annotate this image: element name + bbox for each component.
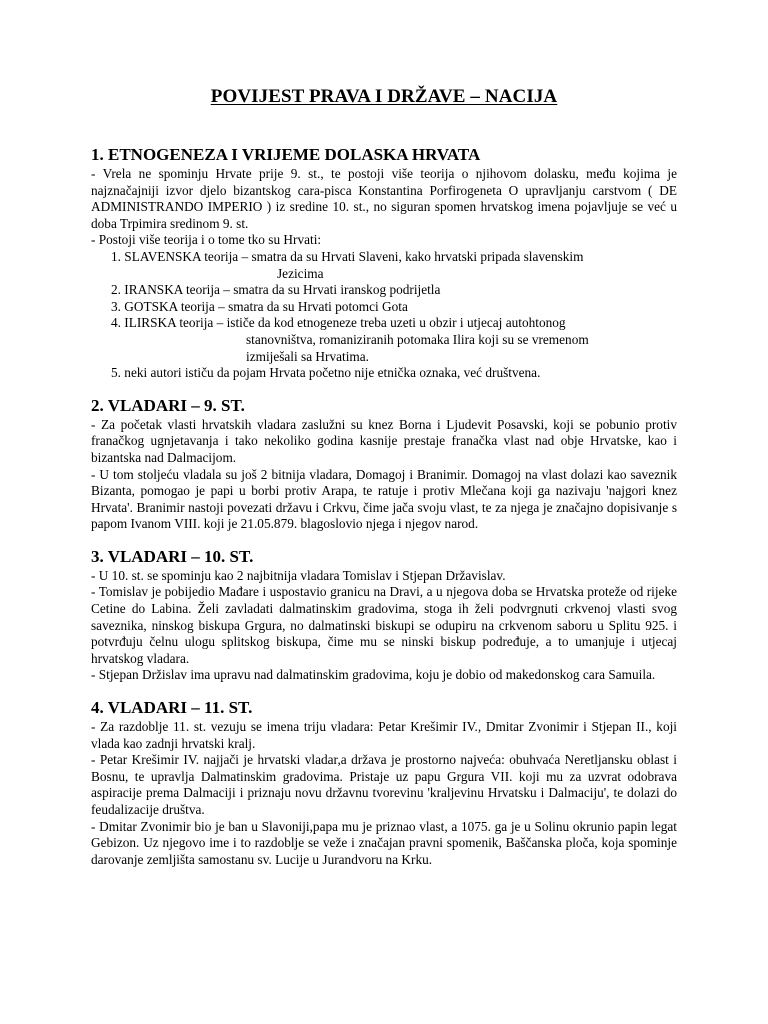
list-item-continuation: izmiješali sa Hrvatima. xyxy=(246,348,369,364)
paragraph: - Vrela ne spominju Hrvate prije 9. st., te postoji više teorija o njihovom dolasku, među kojima je najznačajniji izvor djelo bizantskog cara-pisca Konstantina Porfirogeneta O upravljanju carstvom ( DE ADMINISTRANDO IMPERIO ) iz sredine 10. st., no siguran spomen hrvatskog imena pojavljuje se već u doba Trpimira sredinom 9. st. xyxy=(91,166,677,231)
list-item xyxy=(91,315,677,365)
list-item-text: 2. IRANSKA teorija – smatra da su Hrvati iranskog podrijetla xyxy=(111,282,441,298)
paragraph: - U tom stoljeću vladala su još 2 bitnija vladara, Domagoj i Branimir. Domagoj na vlast dolazi kao saveznik Bizanta, pomogao je papi u borbi protiv Arapa, te ratuje i protiv Mlečana koji ga nazivaju 'najgori knez Hrvata'. Branimir nastoji povezati državu i Crkvu, čime jača svoju vlast, te za njega je značajno dopisivanje s papom Ivanom VIII. koji je 21.05.879. blagoslovio njega i njegov narod. xyxy=(91,466,677,532)
list-item-text: 4. ILIRSKA teorija – ističe da kod etnogeneze treba uzeti u obzir i utjecaj autohtonog xyxy=(111,315,566,331)
list-item-text: 5. neki autori ističu da pojam Hrvata početno nije etnička oznaka, već društvena. xyxy=(111,365,541,381)
theory-list xyxy=(91,249,677,382)
paragraph: - Stjepan Držislav ima upravu nad dalmatinskim gradovima, koju je dobio od makedonskog cara Samuila. xyxy=(91,667,656,683)
list-item xyxy=(91,249,677,282)
list-item-text: 3. GOTSKA teorija – smatra da su Hrvati potomci Gota xyxy=(111,298,408,314)
section-heading: 4. VLADARI – 11. ST. xyxy=(91,698,253,718)
paragraph: - Tomislav je pobijedio Mađare i uspostavio granicu na Dravi, a u njegova doba se Hrvatska proteže od rijeke Cetine do Labina. Želi zavladati dalmatinskim gradovima, stoga ih želi podvrgnuti crkvenoj vlasti svog saveznika, ninskog biskupa Grgura, no dalmatinski biskupi se odupiru na crkvenom saboru u Splitu 925. i potvrđuju čelnu ulogu splitskog biskupa, čime mu se ninski biskup podređuje, a to umanjuje i utjecaj hrvatskog vladara. xyxy=(91,584,677,666)
section-vladari-9 xyxy=(91,396,677,533)
list-item-text: 1. SLAVENSKA teorija – smatra da su Hrvati Slaveni, kako hrvatski pripada slavenskim xyxy=(111,248,584,264)
list-item xyxy=(91,365,677,382)
section-heading: 1. ETNOGENEZA I VRIJEME DOLASKA HRVATA xyxy=(91,145,481,164)
section-etnogeneza xyxy=(91,145,677,382)
list-item-continuation: Jezicima xyxy=(277,265,324,281)
section-heading: 2. VLADARI – 9. ST. xyxy=(91,395,245,415)
page-title: POVIJEST PRAVA I DRŽAVE – NACIJA xyxy=(210,86,558,107)
paragraph: - Petar Krešimir IV. najjači je hrvatski vladar,a država je prostorno najveća: obuhvaća Neretljansku oblast i Bosnu, te upravlja Dalmatinskim gradovima. Pristaje uz papu Grgura VII. koji mu za uzvrat odobrava aspiracije prema Dalmaciji i priznaju novu državnu tvorevinu 'kraljevinu Hrvatsku i Dalmaciju', te dolazi do feudalizacije društva. xyxy=(91,752,677,817)
list-item xyxy=(91,282,677,299)
paragraph: - U 10. st. se spominju kao 2 najbitnija vladara Tomislav i Stjepan Državislav. xyxy=(91,567,506,583)
paragraph: - Postoji više teorija i o tome tko su Hrvati: xyxy=(91,232,322,248)
section-vladari-11 xyxy=(91,698,677,868)
list-item-continuation: stanovništva, romaniziranih potomaka Ilira koji su se vremenom xyxy=(246,331,589,347)
paragraph: - Dmitar Zvonimir bio je ban u Slavoniji,papa mu je priznao vlast, a 1075. ga je u Solinu okrunio papin legat Gebizon. Uz njegovo ime i to razdoblje se veže i značajan pravni spomenik, Baščanska ploča, koja spominje darovanje zemljišta samostanu sv. Lucije u Jurandvoru na Krku. xyxy=(91,818,677,867)
list-item xyxy=(91,299,677,316)
paragraph: - Za početak vlasti hrvatskih vladara zaslužni su knez Borna i Ljudevit Posavski, koji se pobunio protiv franačkog ugnjetavanja i tako nekoliko godina kasnije prestaje franačka vlast nad obje Hrvatske, kao i bizantska nad Dalmacijom. xyxy=(91,416,677,465)
section-heading: 3. VLADARI – 10. ST. xyxy=(91,546,254,566)
section-vladari-10 xyxy=(91,547,677,684)
paragraph: - Za razdoblje 11. st. vezuju se imena triju vladara: Petar Krešimir IV., Dmitar Zvonimir i Stjepan II., koji vlada kao zadnji hrvatski kralj. xyxy=(91,719,677,751)
